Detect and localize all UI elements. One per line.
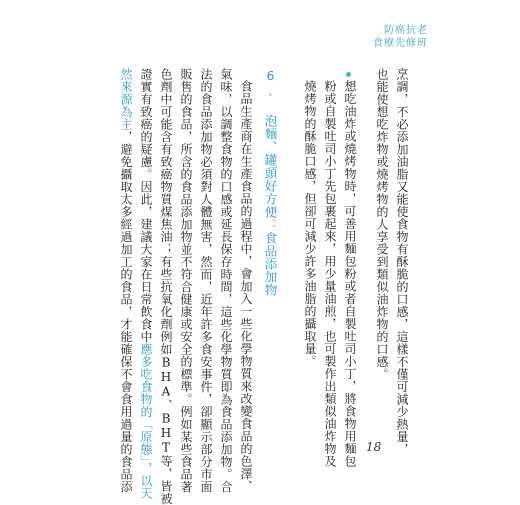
text-column: 氣味，以調整食物的口感或延長保存時間，這些化學物質即為食品添加物。合	[219, 68, 233, 493]
running-header	[373, 24, 428, 50]
text-column: 色劑中可能含有致癌物質煤焦油；有些抗氧化劑例如BHA、BHT等，皆被	[159, 68, 173, 505]
text-column	[118, 68, 134, 493]
page-body	[112, 68, 412, 505]
text-column	[138, 68, 154, 500]
section-heading: 6. 泡麵、罐頭好方便：食品添加物	[263, 68, 278, 297]
text-column: 販售的食品，所含的食品添加物並不符合健康或安全的標準。例如某些食品著	[179, 68, 193, 493]
text-column: 也能使想吃炸物或燒烤物的人享受到類似油炸物的口感。	[375, 68, 389, 381]
bullet-icon	[346, 72, 351, 77]
bullet-text-column: 燒烤物的酥脆口感，但卻可減少許多油脂的攝取量。	[303, 80, 317, 368]
bullet-text-column: 想吃油炸或燒烤物時，可善用麵包粉或者自製吐司小丁，將食物用麵包	[343, 80, 357, 468]
highlight-text: 然來源為主	[119, 68, 133, 131]
text-column: 食品生產商在生產食品的過程中，會加入一些化學物質來改變食品的色澤、	[239, 80, 253, 493]
page-number: 18	[366, 440, 382, 454]
text-column: 法的食品添加物必須對人體無害，然而，近年許多食安事件，卻顯示部分市面	[199, 68, 213, 493]
bullet-text-column: 粉或自製吐司小丁先包裹起來，用少量油煎，也可製作出類似油炸物及	[323, 80, 337, 468]
text-column: 烹調，不必添加油脂又能使食物有酥脆的口感，這樣不僅可減少熱量，	[395, 68, 409, 456]
highlight-text: 應多吃食物的「原態」，以天	[139, 343, 153, 500]
header-title: 防癌抗老	[384, 25, 428, 36]
text-segment: ，避免攝取太多經過加工的食品，才能確保不會食用過量的食品添	[119, 130, 133, 493]
text-segment: 證實有致癌的疑慮。因此，建議大家在日常飲食中	[139, 68, 153, 343]
header-subtitle: 食療先修班	[373, 38, 428, 49]
